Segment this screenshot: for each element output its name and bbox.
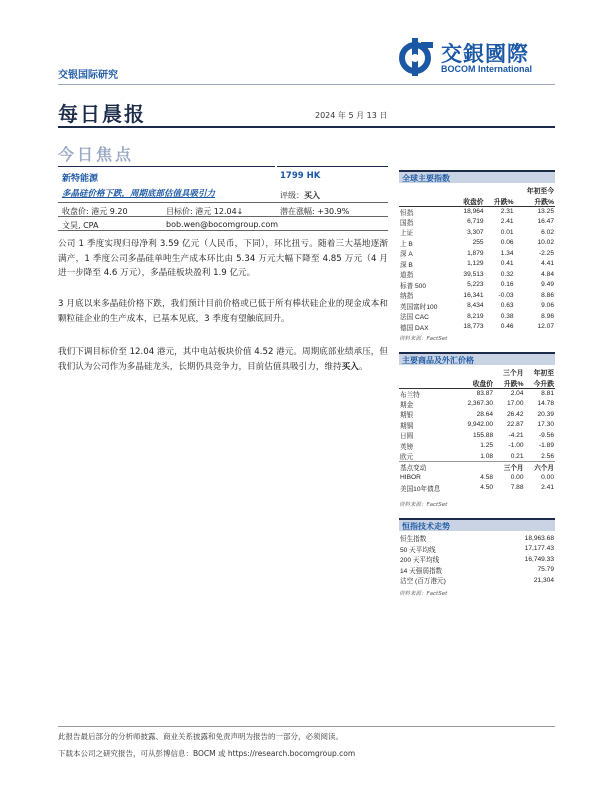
technical-value: 16,749.33 — [524, 555, 554, 563]
index-close: 5,223 — [467, 281, 484, 289]
index-ytd: 12.07 — [537, 323, 554, 331]
index-ytd: 6.02 — [541, 228, 554, 236]
commodity-3m-change: 26.42 — [507, 410, 524, 418]
index-name: 深 B — [400, 261, 413, 269]
index-ytd: 8.86 — [541, 291, 554, 299]
index-close: 18,773 — [463, 323, 484, 331]
analyst-name: 文昊, CPA — [62, 221, 99, 230]
commodities-table — [399, 367, 555, 493]
index-ytd: 8.96 — [541, 312, 554, 320]
index-close: 6,719 — [467, 218, 484, 226]
stock-ticker: 1799 HK — [280, 171, 321, 181]
commodity-ytd: -9.56 — [538, 431, 554, 439]
technicals-source: 资料来源：FactSet — [399, 591, 448, 597]
index-change: 2.41 — [500, 218, 514, 226]
index-name: 纳指 — [400, 293, 414, 301]
index-close: 8,219 — [467, 312, 484, 320]
index-name: 上证 — [400, 230, 414, 238]
logo-english-text: BOCOM International — [441, 64, 533, 74]
table-row — [399, 544, 555, 555]
index-change: 0.01 — [500, 228, 514, 236]
index-ytd: 9.49 — [541, 281, 554, 289]
commodities-heading: 主要商品及外汇价格 — [399, 352, 555, 365]
section-title: 今日焦点 — [58, 145, 135, 164]
table-row — [399, 206, 555, 217]
commodity-name: 期铜 — [400, 422, 414, 430]
bocom-logo-icon — [399, 36, 437, 78]
rate-3m-change: 7.88 — [510, 484, 524, 492]
rates-3m-header: 三个月 — [494, 462, 524, 473]
commodity-close: 28.64 — [476, 410, 494, 418]
index-change: 0.16 — [500, 281, 514, 289]
table-row — [399, 290, 555, 301]
table-row — [399, 269, 555, 280]
technical-name: 50 天平均线 — [400, 546, 436, 554]
indices-source: 资料来源：FactSet — [399, 336, 448, 342]
indices-change-header: 升跌% — [485, 196, 515, 207]
commodities-source: 资料来源：FactSet — [399, 502, 448, 508]
rate-close: 4.50 — [480, 484, 494, 492]
index-ytd: 13.25 — [537, 208, 554, 215]
card-top-rule — [58, 166, 275, 167]
commodity-close: 9,942.00 — [467, 421, 494, 429]
table-row — [399, 483, 555, 494]
index-change: 1.34 — [500, 249, 514, 257]
index-ytd: 4.41 — [541, 260, 554, 268]
title-divider — [58, 126, 555, 128]
rating-value: 买入 — [304, 191, 320, 200]
body-paragraph-2: 3 月底以来多晶硅价格下跌，我们预计目前价格或已低于所有棒状硅企业的现金成本和颗粒硅企业的生产成本，已基本见底，3 季度有望触底回升。 — [58, 299, 388, 324]
index-close: 1,879 — [467, 249, 484, 257]
index-close: 255 — [472, 239, 484, 247]
technical-value: 75.79 — [537, 566, 554, 574]
rate-close: 4.58 — [480, 473, 494, 481]
card-bottom-rule — [58, 230, 388, 231]
table-row — [399, 565, 555, 576]
index-ytd: 4.84 — [541, 270, 554, 278]
body-paragraph-3 — [58, 345, 388, 374]
table-row — [399, 533, 555, 544]
indices-ytd-header-1: 年初至今 — [526, 188, 554, 196]
commodities-ytd-header-2: 今升跌 — [525, 378, 555, 389]
rates-6m-header: 六个月 — [525, 462, 555, 473]
commodities-3m-header-1: 三个月 — [503, 370, 524, 378]
technicals-heading: 恒指技术走势 — [399, 518, 555, 531]
table-row — [399, 554, 555, 565]
commodity-close: 1.25 — [480, 442, 494, 450]
rating-label: 评级： — [280, 191, 304, 200]
index-change: 0.41 — [500, 260, 514, 268]
table-row — [399, 441, 555, 452]
table-row — [399, 575, 555, 586]
table-row — [399, 311, 555, 322]
commodity-close: 1.08 — [480, 452, 494, 460]
table-row — [399, 301, 555, 312]
table-row — [399, 472, 555, 483]
table-row — [399, 280, 555, 291]
company-logo — [399, 36, 559, 80]
table-row — [399, 217, 555, 228]
close-price: 收盘价: 港元 9.20 — [62, 207, 128, 216]
rates-header-row — [399, 462, 555, 473]
disclaimer-note: 此报告最后部分的分析师披露、商业关系披露和免责声明为报告的一部分，必须阅读。 — [58, 732, 343, 741]
table-row — [399, 399, 555, 410]
index-name: 国指 — [400, 219, 414, 227]
commodities-ytd-header-1: 年初至 — [533, 370, 554, 378]
target-price: 目标价: 港元 12.04↓ — [166, 207, 244, 216]
index-name: 德国 DAX — [400, 324, 429, 332]
download-note[interactable]: 下载本公司之研究报告，可从彭博信息：BOCM 或 https://research.bocomgroup.com — [58, 749, 356, 758]
commodity-name: 期金 — [400, 401, 414, 409]
table-row — [399, 388, 555, 399]
commodity-ytd: 17.30 — [537, 421, 554, 429]
table-row — [399, 227, 555, 238]
commodities-close-header: 收盘价 — [457, 378, 495, 389]
card-top-rule-right — [277, 166, 388, 167]
report-headline[interactable]: 多晶硅价格下跌，周期底部估值具吸引力 — [62, 189, 216, 199]
commodity-ytd: -1.89 — [538, 442, 554, 450]
card-lower-rule — [58, 216, 388, 217]
table-row — [399, 409, 555, 420]
commodity-name: 日圆 — [400, 433, 414, 441]
index-name: 标普 500 — [400, 282, 427, 290]
index-ytd: 9.06 — [541, 302, 554, 310]
index-close: 8,434 — [467, 302, 484, 310]
table-row — [399, 248, 555, 259]
rate-name: HIBOR — [400, 473, 421, 481]
technical-value: 17,177.43 — [524, 545, 554, 553]
p3-text: 我们下调目标价至 12.04 港元，其中电站板块价值 4.52 港元。周期底部业绩承压，但我们认为公司作为多晶硅龙头，长期仍具竞争力，目前估值具吸引力，维持 — [58, 347, 388, 372]
rate-6m-change: 0.00 — [541, 473, 554, 481]
indices-heading: 全球主要指数 — [399, 170, 555, 183]
commodity-3m-change: -4.21 — [508, 431, 524, 439]
table-row — [399, 322, 555, 333]
commodity-3m-change: 22.87 — [507, 421, 524, 429]
technical-name: 200 天平均线 — [400, 557, 440, 565]
footer-divider — [58, 726, 555, 727]
index-name: 深 A — [400, 251, 413, 259]
report-title: 每日晨报 — [58, 102, 146, 126]
index-name: 道指 — [400, 272, 414, 280]
stock-rating — [280, 190, 320, 201]
index-change: 0.63 — [500, 302, 514, 310]
index-change: 0.38 — [500, 312, 514, 320]
index-ytd: 16.47 — [537, 218, 554, 226]
index-name: 英国富时100 — [400, 303, 438, 311]
commodity-close: 155.88 — [472, 431, 494, 439]
commodity-3m-change: 0.21 — [510, 452, 524, 460]
commodity-3m-change: 2.04 — [510, 390, 524, 397]
indices-close-header: 收盘价 — [454, 196, 485, 207]
index-close: 16,341 — [463, 291, 484, 299]
company-name: 新特能源 — [62, 174, 99, 184]
table-row — [399, 430, 555, 441]
commodity-name: 欧元 — [400, 454, 414, 461]
table-row — [399, 238, 555, 249]
table-row — [399, 451, 555, 462]
commodities-3m-header-2: 升跌% — [494, 378, 524, 389]
technicals-table — [399, 533, 555, 586]
rate-6m-change: 2.41 — [541, 484, 554, 492]
index-close: 39,513 — [463, 270, 484, 278]
brand-name: 交银国际研究 — [58, 70, 118, 81]
technical-name: 沽空 (百万港元) — [400, 578, 446, 586]
commodity-3m-change: 17.00 — [507, 400, 524, 408]
technical-name: 14 天强弱指数 — [400, 567, 443, 575]
header-divider — [58, 84, 555, 85]
rate-3m-change: 0.00 — [510, 473, 524, 481]
index-change: 0.32 — [500, 270, 514, 278]
commodity-ytd: 2.56 — [541, 452, 554, 460]
commodity-ytd: 20.39 — [537, 410, 554, 418]
index-close: 18,964 — [463, 208, 484, 215]
commodity-close: 2,367.30 — [467, 400, 494, 408]
report-date: 2024 年 5 月 13 日 — [315, 111, 388, 120]
technical-value: 18,963.68 — [524, 534, 554, 542]
index-close: 3,307 — [467, 228, 484, 236]
commodity-ytd: 8.81 — [541, 390, 554, 397]
upside: 潜在涨幅: +30.9% — [280, 207, 350, 216]
commodity-name: 布兰特 — [400, 391, 420, 399]
index-name: 上 B — [400, 240, 413, 248]
index-name: 恒指 — [400, 209, 414, 217]
index-change: 2.31 — [500, 208, 514, 215]
logo-chinese-text: 交銀國際 — [441, 41, 529, 66]
p3-rating: 买入 — [341, 361, 359, 372]
card-mid-rule — [58, 202, 388, 203]
index-close: 1,129 — [467, 260, 484, 268]
technical-value: 21,304 — [533, 576, 554, 584]
rate-name: 美国10年债息 — [400, 485, 441, 493]
rates-label-header: 基点变动 — [399, 462, 457, 473]
commodity-3m-change: -1.00 — [508, 442, 524, 450]
commodity-ytd: 14.78 — [537, 400, 554, 408]
commodity-close: 83.87 — [476, 390, 494, 397]
index-change: 0.46 — [500, 323, 514, 331]
index-change: -0.03 — [498, 291, 514, 299]
index-name: 法国 CAC — [400, 314, 429, 322]
index-ytd: -2.25 — [538, 249, 554, 257]
table-row — [399, 420, 555, 431]
commodity-name: 英镑 — [400, 443, 414, 451]
indices-ytd-header-2: 升跌% — [515, 196, 555, 207]
body-paragraph-1: 公司 1 季度实现归母净利 3.59 亿元（人民币，下同），环比扭亏。随着三大基地逐渐满产，1 季度公司多晶硅单吨生产成本环比由 5.34 万元大幅下降至 4.85 万元（4 月进一步降至 4.6 万元），多晶硅板块盈利 1.9 亿元。 — [58, 239, 388, 278]
table-row — [399, 259, 555, 270]
commodity-name: 期银 — [400, 412, 414, 420]
index-ytd: 10.02 — [537, 239, 554, 247]
index-change: 0.06 — [500, 239, 514, 247]
indices-table — [399, 185, 555, 332]
technical-name: 恒生指数 — [400, 536, 427, 544]
analyst-email[interactable]: bob.wen@bocomgroup.com — [166, 220, 279, 229]
p3-end: 。 — [358, 361, 368, 372]
